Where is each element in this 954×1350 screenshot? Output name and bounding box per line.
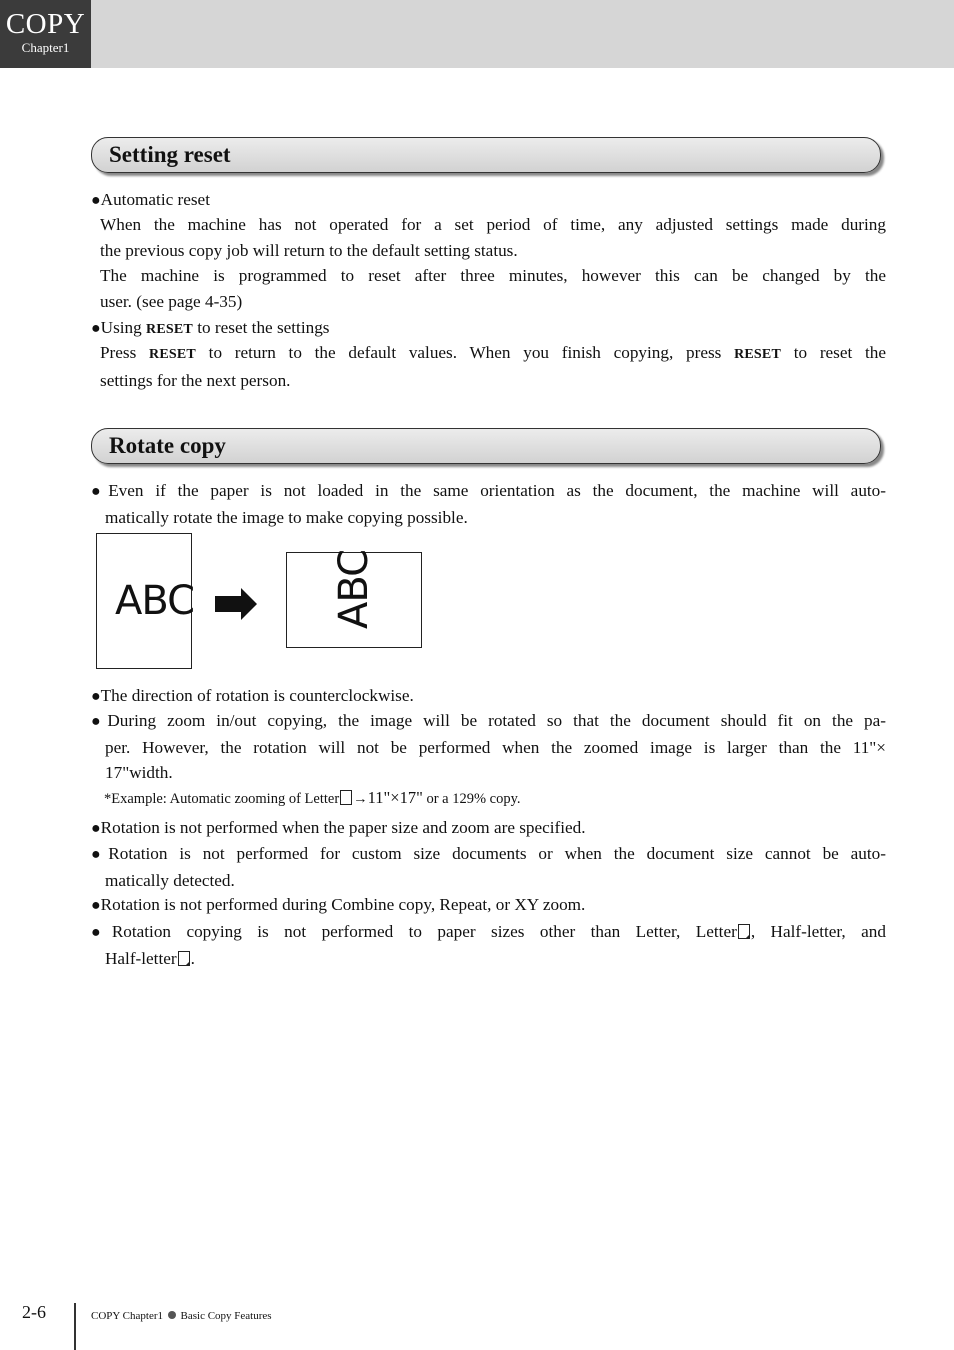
text: , Half-letter, and	[750, 922, 886, 941]
section-header-rotate-copy	[91, 428, 881, 464]
text: *Example: Automatic zooming of Letter	[104, 791, 340, 807]
text-line	[91, 841, 886, 868]
text: Using	[100, 318, 147, 337]
chapter-tab-title: COPY	[5, 8, 86, 40]
bullet-marker: ●	[91, 713, 108, 730]
text: .	[190, 948, 195, 968]
text-line	[100, 340, 886, 368]
section-title: Setting reset	[109, 142, 231, 167]
bullet-paper-sizes	[91, 919, 886, 971]
text-line: user. (see page 4-35)	[100, 291, 243, 311]
text-line: When the machine has not operated for a set period of time, any adjusted settings made during	[100, 215, 886, 234]
bullet-marker: ●	[91, 192, 101, 209]
text-line: 17"width.	[105, 763, 173, 782]
bullet-rotate-intro	[91, 478, 886, 530]
text-line	[91, 919, 886, 946]
bullet-combine-copy	[91, 892, 886, 919]
text-line: per. However, the rotation will not be performed when the zoomed image is larger than the 11"×	[105, 737, 886, 757]
section-title: Rotate copy	[109, 433, 226, 458]
text-line: settings for the next person.	[100, 370, 291, 390]
text: Rotation is not performed when the paper size and zoom are specified.	[100, 818, 586, 837]
bullet-direction	[91, 683, 886, 710]
text-line: the previous copy job will return to the default setting status.	[100, 240, 518, 260]
text: Basic Copy Features	[180, 1310, 272, 1322]
document-text: ABC	[115, 578, 195, 624]
dot-icon	[168, 1311, 176, 1319]
paper-size: 11"×17"	[367, 788, 423, 807]
text: The direction of rotation is counterclockwise.	[100, 686, 414, 705]
bullet-heading: Automatic reset	[100, 190, 210, 209]
text: Press	[100, 343, 150, 362]
letter-rotated-paper-icon	[738, 924, 750, 939]
footer-divider	[74, 1303, 76, 1350]
text: to reset the settings	[192, 318, 330, 337]
text: Rotation copying is not performed to paper sizes other than Letter, Letter	[111, 922, 737, 941]
text: COPY Chapter1	[91, 1310, 164, 1322]
reset-key-label: RESET	[146, 322, 193, 337]
bullet-size-zoom-specified	[91, 815, 886, 842]
bullet-marker: ●	[91, 688, 101, 705]
landscape-rotated-document	[286, 549, 422, 648]
bullet-using-reset	[91, 315, 881, 343]
chapter-tab	[0, 0, 91, 68]
text: Rotation is not performed during Combine copy, Repeat, or XY zoom.	[100, 895, 586, 914]
bullet-custom-size	[91, 841, 886, 893]
section-header-setting-reset	[91, 137, 881, 173]
example-note	[104, 787, 521, 810]
text: During zoom in/out copying, the image will be rotated so that the document should fit on the pa-	[107, 711, 886, 730]
bullet-marker: ●	[91, 820, 101, 837]
bullet-marker: ●	[91, 897, 101, 914]
reset-key-label: RESET	[734, 347, 781, 362]
text-line	[91, 478, 886, 505]
bullet-marker: ●	[91, 846, 109, 863]
arrow: →	[353, 791, 368, 807]
bullet-zoom-rotation	[91, 708, 886, 786]
bullet-automatic-reset	[91, 187, 881, 214]
text: Half-letter	[105, 948, 177, 968]
reset-key-label: RESET	[149, 347, 196, 362]
bullet-marker: ●	[91, 924, 112, 941]
bullet-marker: ●	[91, 320, 101, 337]
half-letter-rotated-paper-icon	[178, 951, 190, 966]
portrait-document	[96, 533, 195, 669]
text-line: The machine is programmed to reset after three minutes, however this can be changed by the	[100, 266, 886, 285]
chapter-tab-subtitle: Chapter1	[21, 40, 70, 55]
footer-chapter-text	[91, 1310, 272, 1322]
bullet-marker: ●	[91, 483, 109, 500]
page-number: 2-6	[22, 1302, 46, 1322]
text: Rotation is not performed for custom size documents or when the document size cannot be auto-	[108, 844, 886, 863]
text: to reset the	[781, 343, 887, 362]
text: to return to the default values. When you finish copying, press	[195, 343, 735, 362]
text-line: matically rotate the image to make copying possible.	[105, 507, 468, 527]
text-line	[91, 946, 886, 972]
right-arrow-icon	[215, 588, 259, 620]
text-line: matically detected.	[105, 870, 235, 890]
text: Even if the paper is not loaded in the same orientation as the document, the machine will auto-	[108, 481, 887, 500]
paragraph-using-reset	[100, 340, 886, 393]
text-line	[91, 708, 886, 735]
header-bar	[0, 0, 954, 68]
text: or a 129% copy.	[422, 791, 521, 807]
paragraph-automatic-reset	[100, 212, 886, 314]
rotated-document-text: ABC	[331, 549, 377, 629]
letter-paper-icon	[340, 790, 352, 805]
